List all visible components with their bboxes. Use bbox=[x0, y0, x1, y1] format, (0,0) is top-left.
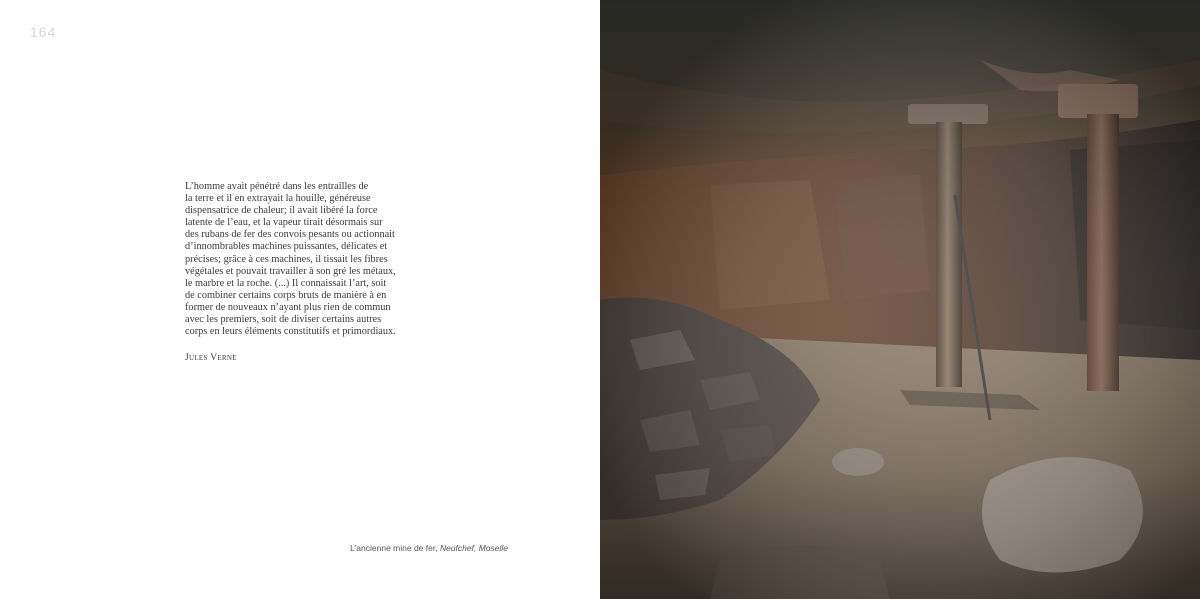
quote-author: Jules Verne bbox=[185, 353, 237, 363]
quote-line: dispensatrice de chaleur; il avait libéré la force bbox=[185, 205, 378, 217]
quote-line: végétales et pouvait travailler à son gré les métaux, bbox=[185, 265, 396, 277]
quote-line: avec les premiers, soit de diviser certains autres bbox=[185, 314, 382, 326]
quote-line: d’innombrables machines puissantes, délicates et bbox=[185, 241, 388, 253]
mine-gallery-illustration bbox=[600, 0, 1200, 599]
quote-line: précises; grâce à ces machines, il tissait les fibres bbox=[185, 253, 388, 265]
quote-text bbox=[185, 181, 405, 338]
quote-line: la terre et il en extrayait la houille, généreuse bbox=[185, 193, 371, 205]
quote-line: des rubans de fer des convois pesants ou actionnait bbox=[185, 229, 395, 241]
quote-line: le marbre et la roche. (...) Il connaissait l’art, soit bbox=[185, 277, 387, 289]
mine-photo bbox=[600, 0, 1200, 599]
quote-line: latente de l’eau, et la vapeur tirait désormais sur bbox=[185, 217, 383, 229]
caption-place: Neufchef, Moselle bbox=[439, 543, 508, 553]
caption-prefix: L’ancienne mine de fer, bbox=[350, 543, 440, 553]
quote-line: L’homme avait pénétré dans les entrailles de bbox=[185, 181, 369, 192]
photo-caption bbox=[350, 543, 508, 553]
quote-line: former de nouveaux n’ayant plus rien de commun bbox=[185, 301, 391, 313]
page-number: 164 bbox=[30, 24, 57, 40]
quote-line: de combiner certains corps bruts de manière à en bbox=[185, 289, 387, 301]
quote-line: corps en leurs éléments constitutifs et primordiaux. bbox=[185, 326, 396, 338]
